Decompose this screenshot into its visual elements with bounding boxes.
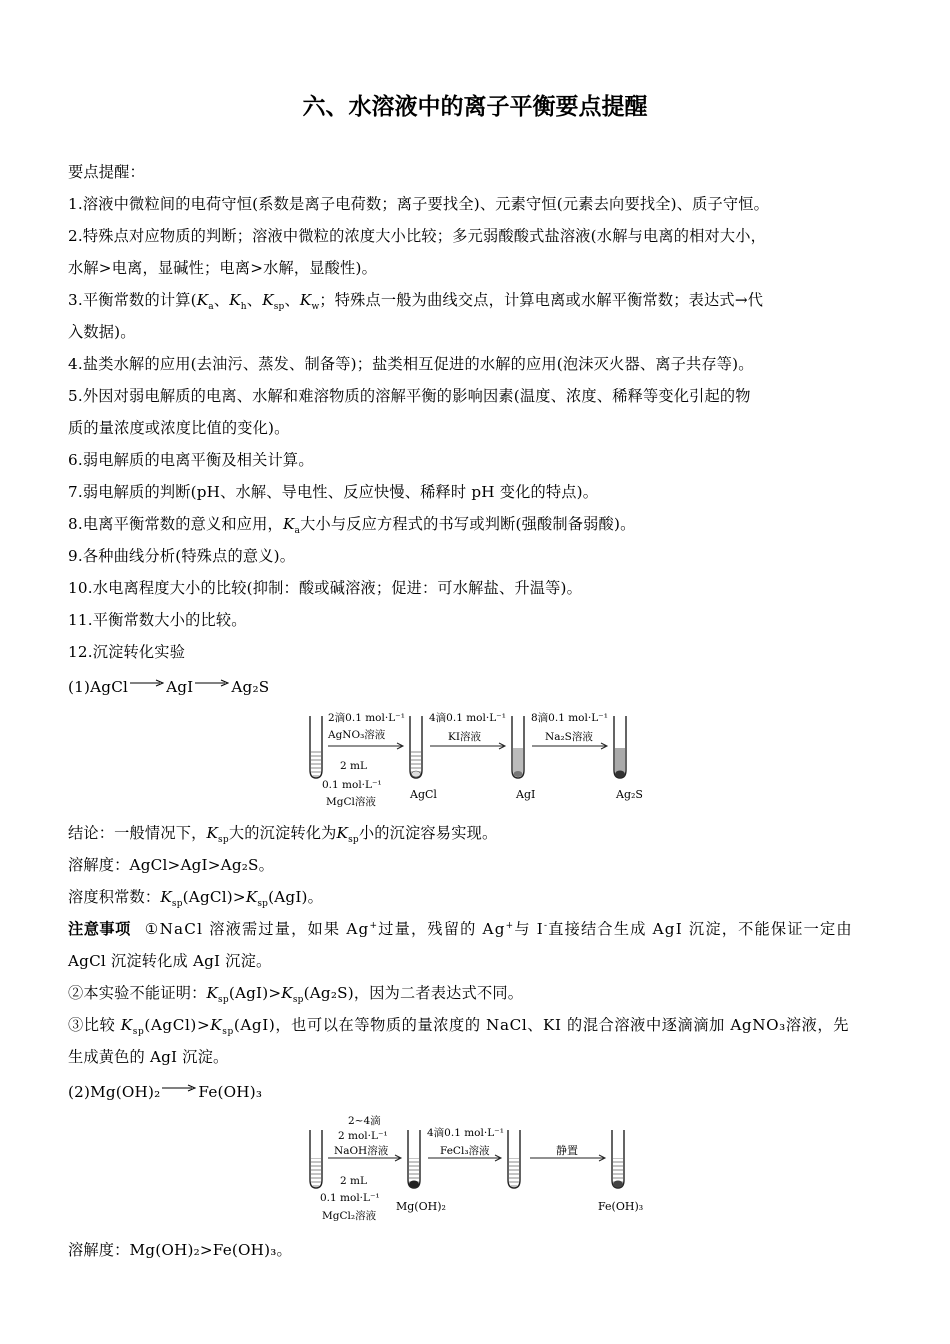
point-1: 1.溶液中微粒间的电荷守恒(系数是离子电荷数；离子要找全)、元素守恒(元素去向要找全)、质子守恒。 [68, 195, 770, 213]
charge-minus: - [544, 920, 549, 931]
k-sub-sp: sp [257, 899, 269, 910]
note-2-part-b: (AgI)> [228, 984, 282, 1002]
point-3-suffix: ；特殊点一般为曲线交点，计算电离或水解平衡常数；表达式→代 [319, 291, 764, 309]
k-symbol: K [229, 291, 241, 309]
test-tube-4 [614, 716, 626, 778]
reagent-3-line-b: Na₂S溶液 [545, 731, 593, 743]
reagent-3-line-a: 8滴0.1 mol·L⁻¹ [531, 712, 608, 724]
start-volume: 2 mL [340, 1175, 367, 1187]
note-1-part-a: ①NaCl 溶液需过量，如果 Ag [144, 920, 370, 938]
k-symbol: K [245, 888, 258, 906]
point-11: 11.平衡常数大小的比较。 [68, 611, 247, 629]
k-sub-sp: sp [132, 1027, 145, 1038]
k-sub-sp: sp [222, 1027, 234, 1038]
k-symbol: K [299, 291, 312, 309]
point-3-prefix: 3.平衡常数的计算( [68, 291, 197, 309]
k-sub-sp: sp [171, 899, 183, 910]
reagent-2-line-b: FeCl₃溶液 [440, 1145, 490, 1157]
note-1-part-b: 过量，残留的 Ag [378, 920, 506, 938]
exp2-diagram [300, 1108, 660, 1228]
exp2-heading [68, 1083, 262, 1101]
reagent-1-line-a: 2~4滴 [348, 1115, 381, 1127]
reagent-2-line-a: 4滴0.1 mol·L⁻¹ [429, 712, 506, 724]
point-8 [68, 513, 635, 536]
arrow-right-icon [162, 1083, 196, 1093]
solubility-1: 溶解度：AgCl>AgI>Ag₂S。 [68, 856, 275, 874]
note-3 [68, 1014, 849, 1037]
point-7: 7.弱电解质的判断(pH、水解、导电性、反应快慢、稀释时 pH 变化的特点)。 [68, 483, 599, 501]
note-2-part-c: (Ag₂S)，因为二者表达式不同。 [303, 984, 524, 1002]
conclusion-part-b: 大的沉淀转化为 [228, 824, 337, 842]
start-volume: 2 mL [340, 760, 367, 772]
point-9: 9.各种曲线分析(特殊点的意义)。 [68, 547, 296, 565]
solubility-2: 溶解度：Mg(OH)₂>Fe(OH)₃。 [68, 1241, 292, 1259]
arrow-right-icon [430, 743, 505, 749]
point-2-line-b: 水解>电离，显碱性；电离>水解，显酸性)。 [68, 259, 377, 277]
k-symbol: K [160, 888, 172, 906]
test-tube-1 [310, 1130, 322, 1188]
start-solution: MgCl₂溶液 [322, 1210, 377, 1222]
charge-plus: + [369, 920, 379, 931]
k-symbol: K [262, 291, 274, 309]
note-1-part-c: 与 I [514, 920, 545, 938]
point-8-prefix: 8.电离平衡常数的意义和应用， [68, 515, 283, 533]
reagent-1-line-c: NaOH溶液 [334, 1145, 389, 1157]
test-tube-3 [508, 1130, 520, 1188]
k-symbol: K [196, 291, 209, 309]
k-sub-a: a [208, 302, 214, 313]
point-2-line-a: 2.特殊点对应物质的判断；溶液中微粒的浓度大小比较；多元弱酸酸式盐溶液(水解与电离的相对大小， [68, 227, 767, 245]
point-5-line-b: 质的量浓度或浓度比值的变化)。 [68, 419, 290, 437]
conclusion-part-a: 结论：一般情况下， [68, 824, 207, 842]
arrow-right-icon [195, 678, 229, 688]
reagent-1-line-b: AgNO₃溶液 [328, 729, 386, 741]
note-3-line-b: 生成黄色的 AgI 沉淀。 [68, 1048, 229, 1066]
ksp-agi: (AgI)。 [268, 888, 324, 906]
exp1-heading-mid: AgI [166, 678, 194, 696]
k-symbol: K [206, 824, 219, 842]
reagent-1-line-b: 2 mol·L⁻¹ [338, 1130, 388, 1142]
product-feoh3: Fe(OH)₃ [598, 1200, 644, 1213]
test-tube-3 [512, 716, 524, 778]
exp2-heading-end: Fe(OH)₃ [198, 1083, 263, 1101]
point-3 [68, 289, 763, 312]
exp1-diagram [300, 706, 660, 812]
note-3-part-a: ③比较 [68, 1016, 121, 1034]
exp1-heading-start: (1)AgCl [68, 678, 129, 696]
k-sub-h: h [240, 302, 247, 313]
ksp-comparison [68, 886, 323, 909]
ksp-agcl: (AgCl)> [182, 888, 246, 906]
point-10: 10.水电离程度大小的比较(抑制：酸或碱溶液；促进：可水解盐、升温等)。 [68, 579, 583, 597]
note-2 [68, 982, 523, 1005]
point-6: 6.弱电解质的电离平衡及相关计算。 [68, 451, 314, 469]
start-solution: MgCl溶液 [326, 796, 376, 808]
point-3-line-b: 入数据)。 [68, 323, 136, 341]
arrow-right-icon [130, 678, 164, 688]
k-symbol: K [336, 824, 349, 842]
k-sub-sp: sp [273, 302, 285, 313]
arrow-right-icon [532, 743, 607, 749]
k-sub-w: w [311, 302, 320, 313]
separator: 、 [246, 291, 263, 309]
note-1-part-d: 直接结合生成 AgI 沉淀，不能保证一定由 [548, 920, 853, 938]
arrow-right-icon [328, 743, 403, 749]
note-2-part-a: ②本实验不能证明： [68, 984, 207, 1002]
conclusion [68, 822, 497, 845]
exp2-heading-start: (2)Mg(OH)₂ [68, 1083, 161, 1101]
k-sub-sp: sp [292, 995, 304, 1006]
reagent-3: 静置 [556, 1144, 578, 1157]
ksp-label: 溶度积常数： [68, 888, 161, 906]
start-concentration: 0.1 mol·L⁻¹ [322, 779, 382, 791]
note-title: 注意事项 [68, 920, 131, 938]
k-symbol: K [120, 1016, 133, 1034]
product-mgoh2: Mg(OH)₂ [396, 1200, 446, 1213]
product-ag2s: Ag₂S [616, 788, 643, 801]
product-agi: AgI [516, 788, 536, 801]
k-symbol: K [281, 984, 293, 1002]
note-3-part-b: (AgCl)> [144, 1016, 211, 1034]
test-tube-1 [310, 716, 322, 778]
k-sub-sp: sp [348, 835, 359, 846]
k-sub-sp: sp [218, 995, 229, 1006]
k-symbol: K [282, 515, 295, 533]
point-12: 12.沉淀转化实验 [68, 643, 186, 661]
conclusion-part-c: 小的沉淀容易实现。 [358, 824, 498, 842]
note-3-part-c: (AgI)，也可以在等物质的量浓度的 NaCl、KI 的混合溶液中逐滴滴加 AgNO₃溶液，先 [233, 1016, 850, 1034]
charge-plus: + [505, 920, 515, 931]
product-agcl: AgCl [410, 788, 437, 801]
start-concentration: 0.1 mol·L⁻¹ [320, 1192, 380, 1204]
test-tube-4 [612, 1130, 624, 1188]
note-1-line-b: AgCl 沉淀转化成 AgI 沉淀。 [68, 952, 272, 970]
test-tube-2 [408, 1130, 420, 1188]
separator: 、 [284, 291, 300, 309]
exp1-heading [68, 678, 269, 696]
point-8-suffix: 大小与反应方程式的书写或判断(强酸制备弱酸)。 [300, 515, 636, 533]
page-title: 六、水溶液中的离子平衡要点提醒 [302, 94, 648, 120]
k-sub-sp: sp [218, 835, 229, 846]
k-symbol: K [206, 984, 219, 1002]
note-1 [68, 918, 853, 939]
reagent-2-line-a: 4滴0.1 mol·L⁻¹ [427, 1127, 504, 1139]
intro-label: 要点提醒： [68, 163, 145, 181]
point-5-line-a: 5.外因对弱电解质的电离、水解和难溶物质的溶解平衡的影响因素(温度、浓度、稀释等变化引起的物 [68, 387, 751, 405]
point-4: 4.盐类水解的应用(去油污、蒸发、制备等)；盐类相互促进的水解的应用(泡沫灭火器、离子共存等)。 [68, 355, 754, 373]
separator: 、 [213, 291, 230, 309]
reagent-1-line-a: 2滴0.1 mol·L⁻¹ [328, 712, 405, 724]
k-sub-a: a [294, 526, 301, 537]
test-tube-2 [410, 716, 422, 778]
k-symbol: K [210, 1016, 223, 1034]
reagent-2-line-b: KI溶液 [448, 731, 481, 743]
exp1-heading-end: Ag₂S [231, 678, 270, 696]
